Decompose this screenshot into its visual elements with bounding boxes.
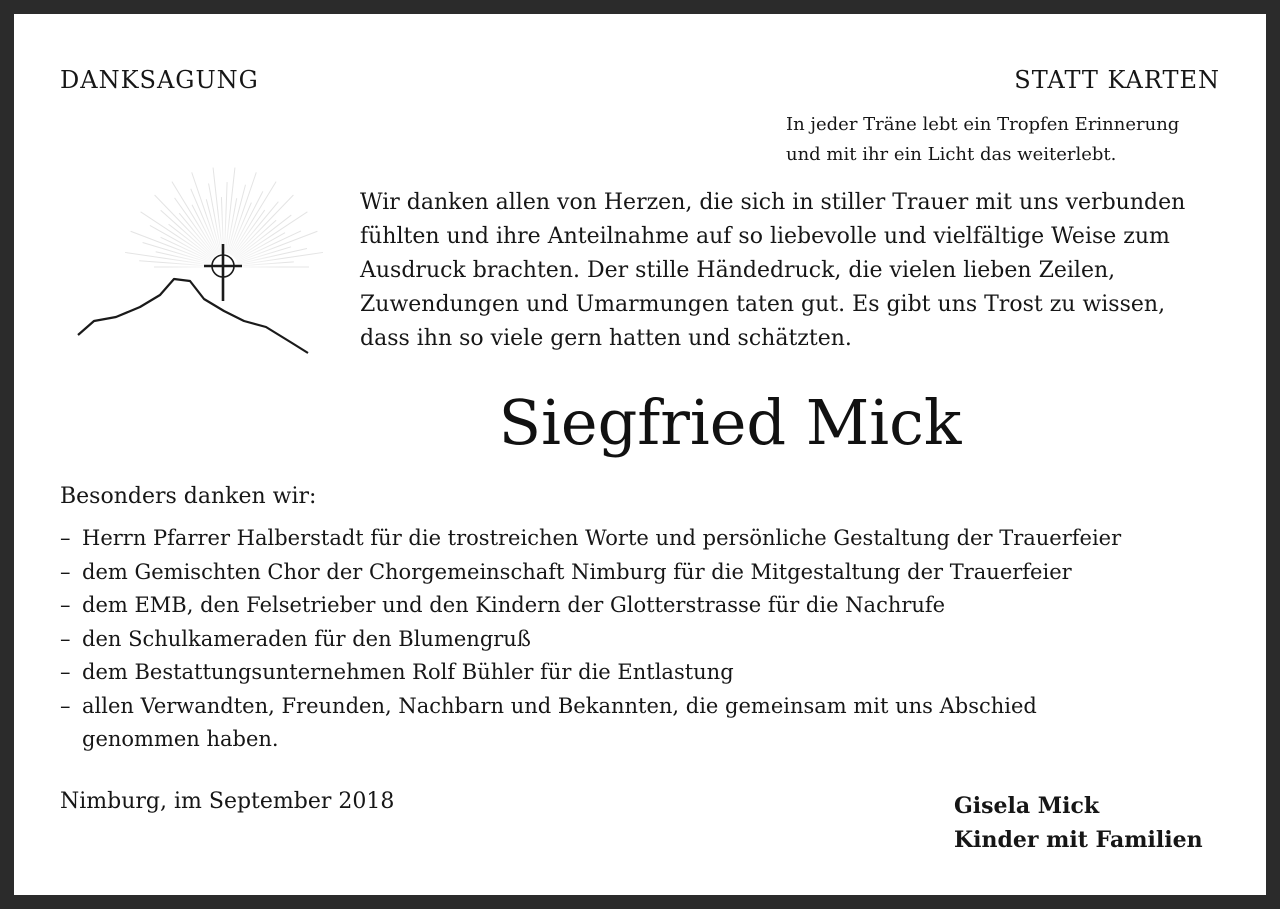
place-and-date: Nimburg, im September 2018: [60, 789, 395, 814]
thanks-line: dass ihn so viele gern hatten und schätzten.: [360, 326, 852, 351]
thanks-line: Wir danken allen von Herzen, die sich in stiller Trauer mit uns verbunden: [360, 190, 1186, 215]
cross-on-mountain-with-rays-icon: [54, 149, 354, 369]
dash-bullet: –: [60, 660, 71, 684]
special-thanks-list: [60, 522, 1240, 757]
deceased-name: Siegfried Mick: [498, 386, 962, 459]
thanks-line: Zuwendungen und Umarmungen taten gut. Es gibt uns Trost zu wissen,: [360, 292, 1166, 317]
special-thanks-heading: Besonders danken wir:: [60, 484, 317, 509]
dash-bullet: –: [60, 593, 71, 617]
heading-statt-karten: STATT KARTEN: [1014, 66, 1220, 94]
list-item-text: den Schulkameraden für den Blumengruß: [82, 626, 531, 651]
heading-danksagung: DANKSAGUNG: [60, 66, 259, 94]
list-item-text: dem EMB, den Felsetrieber und den Kindern der Glotterstrasse für die Nachrufe: [82, 593, 946, 617]
list-item: [60, 589, 1240, 623]
list-item: [60, 556, 1240, 590]
dash-bullet: –: [60, 693, 71, 718]
signature-line-1: Gisela Mick: [954, 793, 1100, 819]
dash-bullet: –: [60, 626, 71, 651]
motto-line-1: In jeder Träne lebt ein Tropfen Erinnerung: [786, 114, 1180, 135]
list-item: [60, 623, 1240, 657]
thanks-line: fühlten und ihre Anteilnahme auf so liebevolle und vielfältige Weise zum: [360, 224, 1170, 249]
list-item: [60, 690, 1240, 757]
obituary-card: [14, 14, 1266, 895]
list-item-text: allen Verwandten, Freunden, Nachbarn und Bekannten, die gemeinsam mit uns Abschied: [82, 693, 1037, 718]
thanks-paragraph: [360, 186, 1220, 356]
signature: [954, 789, 1203, 857]
dash-bullet: –: [60, 526, 71, 550]
list-item: [60, 522, 1240, 556]
list-item-text: dem Gemischten Chor der Chorgemeinschaft Nimburg für die Mitgestaltung der Trauerfeier: [82, 559, 1072, 584]
motto-quote: [786, 110, 1179, 170]
motto-line-2: und mit ihr ein Licht das weiterlebt.: [786, 144, 1117, 165]
list-item-text: dem Bestattungsunternehmen Rolf Bühler für die Entlastung: [82, 660, 734, 684]
list-item-text: Herrn Pfarrer Halberstadt für die trostreichen Worte und persönliche Gestaltung der Trauerfeier: [82, 526, 1122, 550]
list-item: [60, 656, 1240, 690]
dash-bullet: –: [60, 559, 71, 584]
signature-line-2: Kinder mit Familien: [954, 827, 1203, 853]
thanks-line: Ausdruck brachten. Der stille Händedruck, die vielen lieben Zeilen,: [360, 258, 1116, 283]
list-item-continuation: genommen haben.: [82, 727, 279, 751]
